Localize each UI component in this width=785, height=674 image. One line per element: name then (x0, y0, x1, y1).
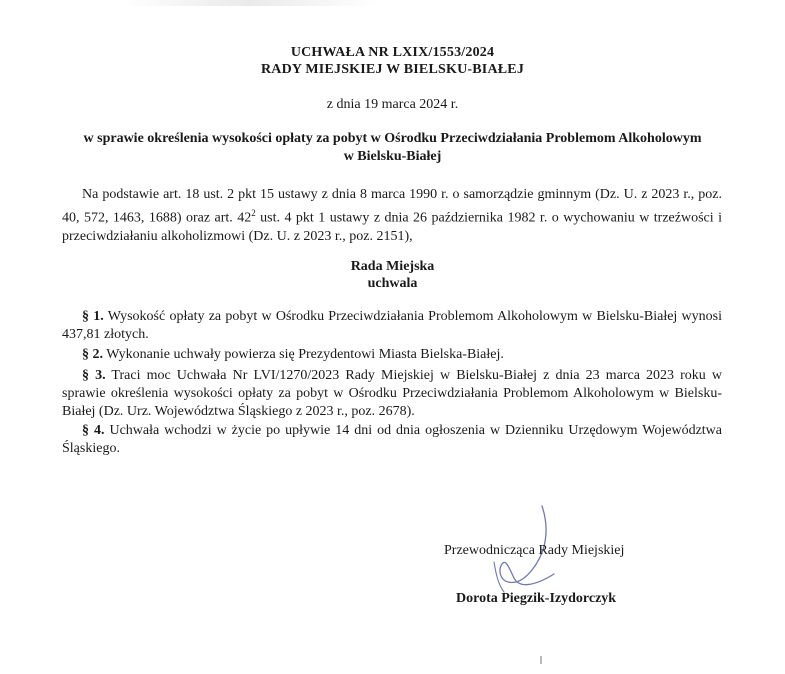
enacting-verb: uchwala (367, 276, 418, 291)
resolution-date: z dnia 19 marca 2024 r. (326, 97, 459, 112)
enacting-body: Rada Miejska (350, 259, 435, 274)
scan-artifact (120, 0, 380, 6)
section-text: Traci moc Uchwała Nr LVI/1270/2023 Rady Miejskiej w Bielsku-Białej z dnia 23 marca 2023 roku w sprawie określenia wysokości opłaty za pobyt w Ośrodku Przeciwdziałania Problemom Alkoholowym w Bielsku-Białej (Dz. Urz. Województwa Śląskiego z 2023 r., poz. 2678). (62, 368, 723, 419)
section-number: § 2. (82, 347, 103, 362)
subject-line-1: w sprawie określenia wysokości opłaty za pobyt w Ośrodku Przeciwdziałania Problemom Alkoholowym (83, 131, 702, 146)
section-text: Uchwała wchodzi w życie po upływie 14 dni od dnia ogłoszenia w Dzienniku Urzędowym Województwa Śląskiego. (62, 423, 722, 456)
signatory-name: Dorota Piegzik-Izydorczyk (456, 591, 617, 606)
section-number: § 3. (82, 368, 106, 383)
preamble-text-2: ust. 4 pkt 1 ustawy z dnia 26 października 1982 r. o wychowaniu w trzeźwości i przeciwdziałaniu alkoholizmowi (Dz. U. z 2023 r., poz. 2151), (62, 210, 722, 244)
council-name: RADY MIEJSKIEJ W BIELSKU-BIAŁEJ (260, 62, 525, 77)
section-number: § 1. (82, 309, 104, 324)
section-text: Wykonanie uchwały powierza się Prezydentowi Miasta Bielska-Białej. (103, 347, 504, 362)
resolution-subject (60, 130, 725, 166)
section-2 (62, 346, 722, 364)
section-text: Wysokość opłaty za pobyt w Ośrodku Przeciwdziałania Problemom Alkoholowym w Bielsku-Białej wynosi 437,81 złotych. (62, 309, 723, 342)
preamble-superscript: 2 (251, 208, 256, 218)
signatory-role: Przewodnicząca Rady Miejskiej (444, 543, 625, 558)
section-1 (62, 308, 722, 344)
scan-artifact-mark (540, 656, 542, 664)
section-4 (62, 422, 722, 458)
section-3 (62, 367, 722, 421)
section-number: § 4. (82, 423, 105, 438)
preamble (62, 186, 722, 246)
subject-line-2: w Bielsku-Białej (343, 149, 442, 164)
resolution-number: UCHWAŁA NR LXIX/1553/2024 (290, 45, 495, 60)
preamble-text-1: Na podstawie art. 18 ust. 2 pkt 15 ustawy z dnia 8 marca 1990 r. o samorządzie gminnym (Dz. U. z 2023 r., poz. 40, 572, 1463, 1688) oraz art. 42 (62, 187, 722, 226)
